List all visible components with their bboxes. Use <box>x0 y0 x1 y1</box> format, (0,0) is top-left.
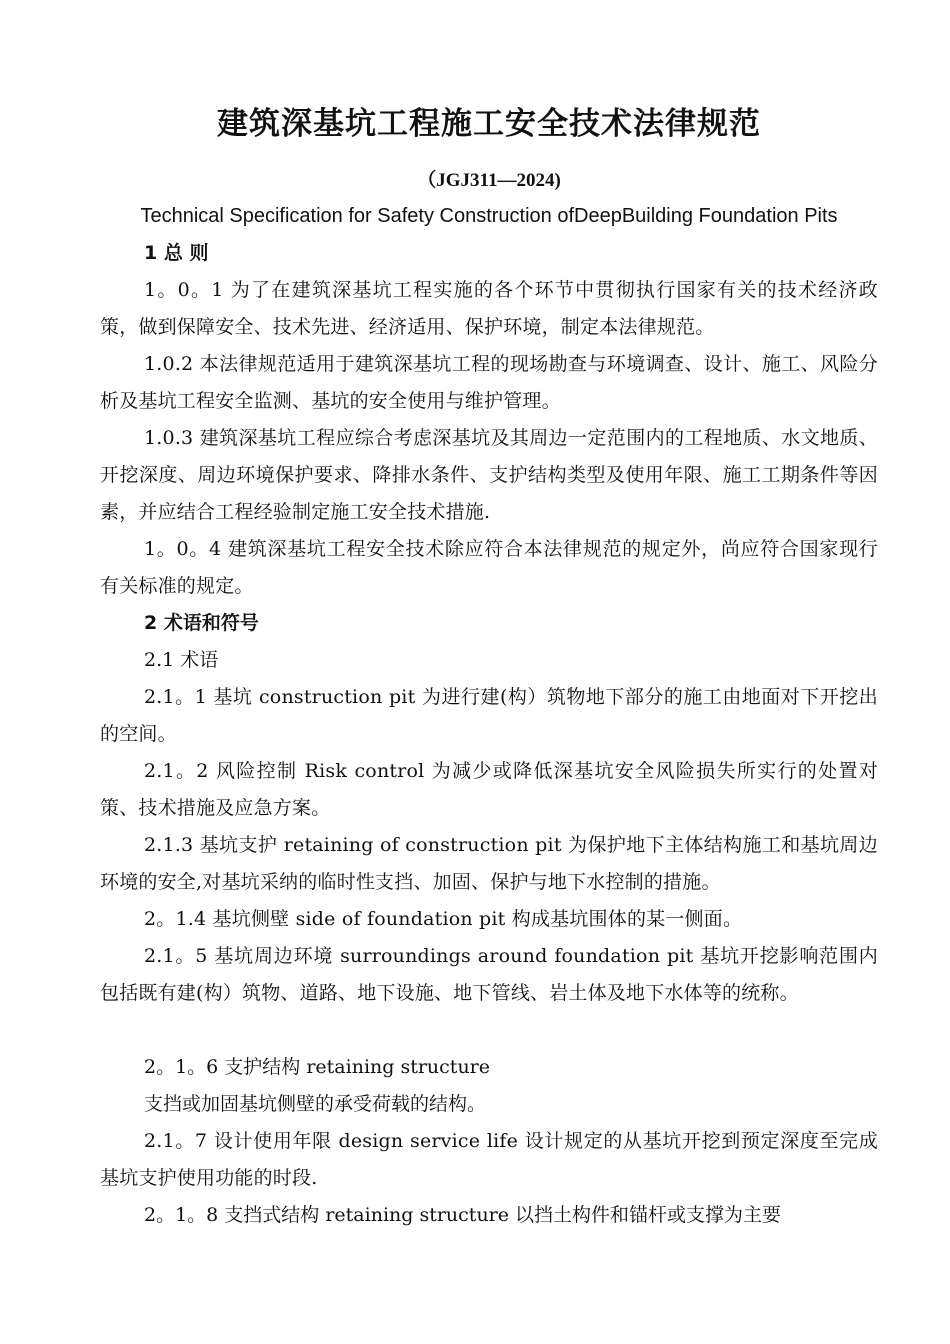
term-2-1-4: 2。1.4 基坑侧壁 side of foundation pit 构成基坑围体的某一侧面。 <box>144 908 743 930</box>
term-2-1-2: 2.1。2 风险控制 Risk control 为减少或降低深基坑安全风险损失所实行的处置对策、技术措施及应急方案。 <box>100 760 878 819</box>
section-heading: 1 总 则 <box>144 242 209 264</box>
section-general <box>100 235 878 605</box>
term-2-1-5: 2.1。5 基坑周边环境 surroundings around foundation pit 基坑开挖影响范围内包括既有建(构）筑物、道路、地下设施、地下管线、岩土体及地下水体等的统称。 <box>100 945 878 1004</box>
standard-code: （JGJ311—2024) <box>417 170 561 191</box>
clause-1-0-3: 1.0.3 建筑深基坑工程应综合考虑深基坑及其周边一定范围内的工程地质、水文地质、开挖深度、周边环境保护要求、降排水条件、支护结构类型及使用年限、施工工期条件等因素，并应结合工程经验制定施工安全技术措施. <box>100 427 878 523</box>
document-page <box>100 100 878 1234</box>
term-2-1-7: 2.1。7 设计使用年限 design service life 设计规定的从基坑开挖到预定深度至完成基坑支护使用功能的时段. <box>100 1130 878 1189</box>
clause-1-0-1: 1。0。1 为了在建筑深基坑工程实施的各个环节中贯彻执行国家有关的技术经济政策，做到保障安全、技术先进、经济适用、保护环境，制定本法律规范。 <box>100 279 878 338</box>
clause-1-0-4: 1。0。4 建筑深基坑工程安全技术除应符合本法律规范的规定外，尚应符合国家现行有关标准的规定。 <box>100 538 878 597</box>
document-title: 建筑深基坑工程施工安全技术法律规范 <box>217 106 761 142</box>
section-heading: 2 术语和符号 <box>144 612 259 634</box>
term-2-1-1: 2.1。1 基坑 construction pit 为进行建(构）筑物地下部分的施工由地面对下开挖出的空间。 <box>100 686 878 745</box>
subsection-heading: 2.1 术语 <box>144 649 219 671</box>
term-2-1-8: 2。1。8 支挡式结构 retaining structure 以挡土构件和锚杆或支撑为主要 <box>144 1204 782 1226</box>
clause-1-0-2: 1.0.2 本法律规范适用于建筑深基坑工程的现场勘查与环境调查、设计、施工、风险分析及基坑工程安全监测、基坑的安全使用与维护管理。 <box>100 353 878 412</box>
term-2-1-6-definition: 支挡或加固基坑侧壁的承受荷载的结构。 <box>144 1093 487 1115</box>
section-terms <box>100 605 878 1234</box>
english-title: Technical Specification for Safety Construction ofDeepBuilding Foundation Pits <box>140 205 838 227</box>
term-2-1-6: 2。1。6 支护结构 retaining structure <box>144 1056 491 1078</box>
term-2-1-3: 2.1.3 基坑支护 retaining of construction pit 为保护地下主体结构施工和基坑周边环境的安全,对基坑采纳的临时性支挡、加固、保护与地下水控制的措施。 <box>100 834 878 893</box>
